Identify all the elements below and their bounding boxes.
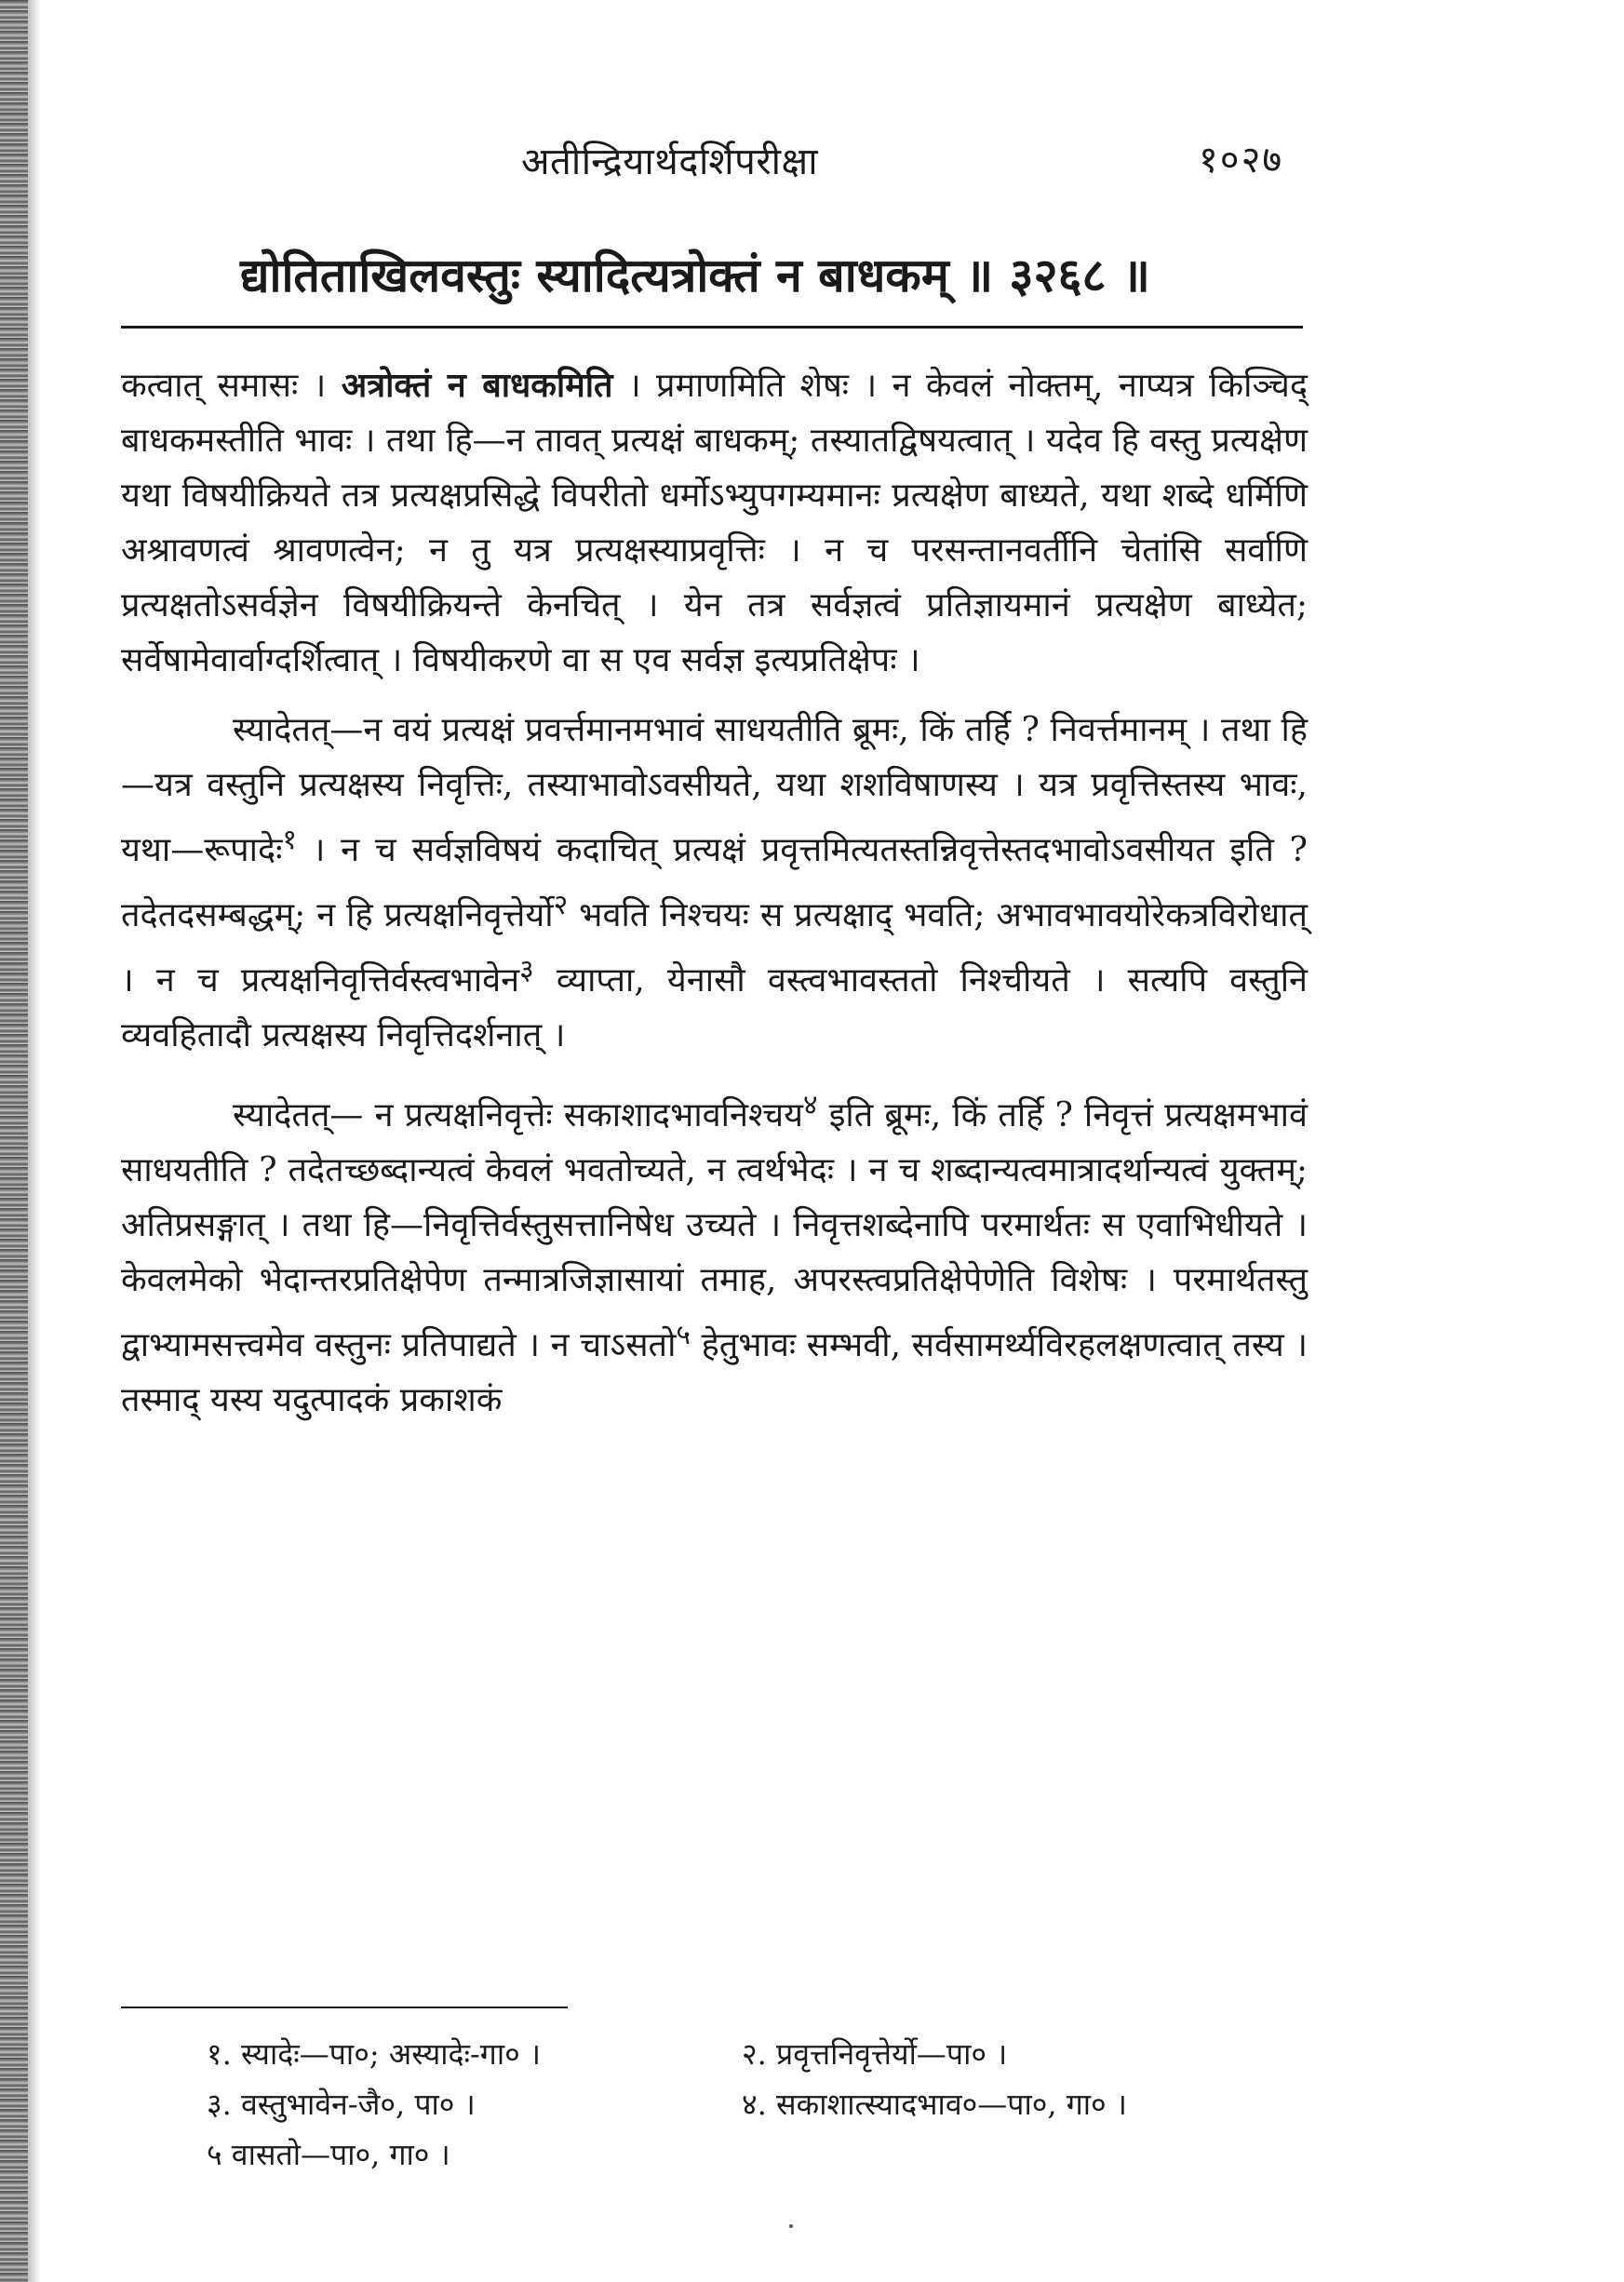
- footnote-ref-4: ४: [803, 1089, 818, 1121]
- verse-divider-rule: [121, 326, 1303, 329]
- paragraph-2: [121, 703, 1308, 1063]
- paragraph-2-rest2: भवति निश्चयः स प्रत्यक्षाद् भवति; अभावभावयोरेकत्रविरोधात् । न च प्रत्यक्षनिवृत्तिर्वस्त्वभावेन: [121, 896, 1308, 1000]
- footnotes: [207, 2029, 1305, 2180]
- footnote-ref-1: १: [282, 824, 297, 856]
- paragraph-1-lead: कत्वात् समासः ।: [121, 367, 342, 405]
- footnote-2: २. प्रवृत्तनिवृत्तेर्यो—पा० ।: [742, 2036, 1008, 2072]
- scan-speck: [789, 2224, 793, 2228]
- verse-line: द्योतिताखिलवस्तुः स्यादित्यत्रोक्तं न बाधकम् ॥ ३२६८ ॥: [240, 248, 1150, 302]
- footnote-row: [207, 2079, 1305, 2129]
- footnote-ref-3: ३: [519, 954, 534, 987]
- paragraph-3-rest2: हेतुभावः सम्भवी, सर्वसामर्थ्यविरहलक्षणत्वात् तस्य । तस्माद् यस्य यदुत्पादकं प्रकाशकं: [121, 1326, 1308, 1419]
- page-number: १०२७: [1199, 139, 1284, 181]
- footnote-divider-rule: [121, 2007, 568, 2008]
- page-binding-shadow: [28, 0, 41, 2282]
- paragraph-2-lead: स्यादेतत्—न वयं प्रत्यक्षं प्रवर्त्तमानमभावं साधयतीति ब्रूमः, किं तर्हि ? निवर्त्तमानम् । तथा हि—यत्र वस्तुनि प्रत्यक्षस्य निवृत्तिः, तस्याभावोऽवसीयते, यथा शशविषाणस्य । यत्र प्रवृत्तिस्तस्य भावः, यथा—रूपादेः: [121, 711, 1308, 869]
- footnote-row: [207, 2029, 1305, 2079]
- footnote-ref-2: २: [553, 889, 569, 921]
- paragraph-2-rest3: व्याप्ता, येनासौ वस्त्वभावस्ततो निश्चीयते । सत्यपि वस्तुनि व्यवहितादौ प्रत्यक्षस्य निवृत्तिदर्शनात् ।: [121, 961, 1308, 1054]
- footnote-5: ५ वासतो—पा०, गा० ।: [207, 2137, 450, 2172]
- paragraph-3-rest: इति ब्रूमः, किं तर्हि ? निवृत्तं प्रत्यक्षमभावं साधयतीति ? तदेतच्छब्दान्यत्वं केवलं भवतोच्यते, न त्वर्थभेदः । न च शब्दान्यत्वमात्रादर्थान्यत्वं युक्तम्; अतिप्रसङ्गात् । तथा हि—निवृत्तिर्वस्तुसत्तानिषेध उच्यते । निवृत्तशब्देनापि परमार्थतः स एवाभिधीयते । केवलमेको भेदान्तरप्रतिक्षेपेण तन्मात्रजिज्ञासायां तमाह, अपरस्त्वप्रतिक्षेपेणेति विशेषः । परमार्थतस्तु द्वाभ्यामसत्त्वमेव वस्तुनः प्रतिपाद्यते । न चाऽसतो: [121, 1096, 1308, 1364]
- footnote-1: १. स्यादेः—पा०; अस्यादेः-गा० ।: [207, 2036, 542, 2072]
- page-binding-edge: [0, 0, 28, 2282]
- paragraph-1: [121, 358, 1308, 688]
- paragraph-1-emphasis: अत्रोक्तं न बाधकमिति: [341, 366, 613, 405]
- paragraph-3: [121, 1078, 1308, 1428]
- paragraph-2-rest: । न च सर्वज्ञविषयं कदाचित् प्रत्यक्षं प्रवृत्तमित्यतस्तन्निवृत्तेस्तदभावोऽवसीयत इति ? तदेतदसम्बद्धम्; न हि प्रत्यक्षनिवृत्तेर्यो: [121, 831, 1308, 934]
- footnote-3: ३. वस्तुभावेन-जै०, पा० ।: [207, 2087, 476, 2122]
- paragraph-3-lead: स्यादेतत्— न प्रत्यक्षनिवृत्तेः सकाशादभावनिश्चय: [233, 1096, 804, 1134]
- footnote-ref-5: ५: [676, 1319, 691, 1351]
- paragraph-1-rest: । प्रमाणमिति शेषः । न केवलं नोक्तम्, नाप्यत्र किञ्चिद् बाधकमस्तीति भावः । तथा हि—न तावत् प्रत्यक्षं बाधकम्; तस्यातद्विषयत्वात् । यदेव हि वस्तु प्रत्यक्षेण यथा विषयीक्रियते तत्र प्रत्यक्षप्रसिद्धे विपरीतो धर्मोऽभ्युपगम्यमानः प्रत्यक्षेण बाध्यते, यथा शब्दे धर्मिणि अश्रावणत्वं श्रावणत्वेन; न तु यत्र प्रत्यक्षस्याप्रवृत्तिः । न च परसन्तानवर्तीनि चेतांसि सर्वाणि प्रत्यक्षतोऽसर्वज्ञेन विषयीक्रियन्ते केनचित् । येन तत्र सर्वज्ञत्वं प्रतिज्ञायमानं प्रत्यक्षेण बाध्येत; सर्वेषामेवार्वाग्दर्शित्वात् । विषयीकरणे वा स एव सर्वज्ञ इत्यप्रतिक्षेपः ।: [121, 367, 1308, 679]
- running-title: अतीन्द्रियार्थदर्शिपरीक्षा: [521, 141, 819, 183]
- footnote-row: [207, 2129, 1305, 2180]
- footnote-4: ४. सकाशात्स्यादभाव०—पा०, गा० ।: [742, 2087, 1127, 2122]
- commentary-body: [121, 358, 1308, 1443]
